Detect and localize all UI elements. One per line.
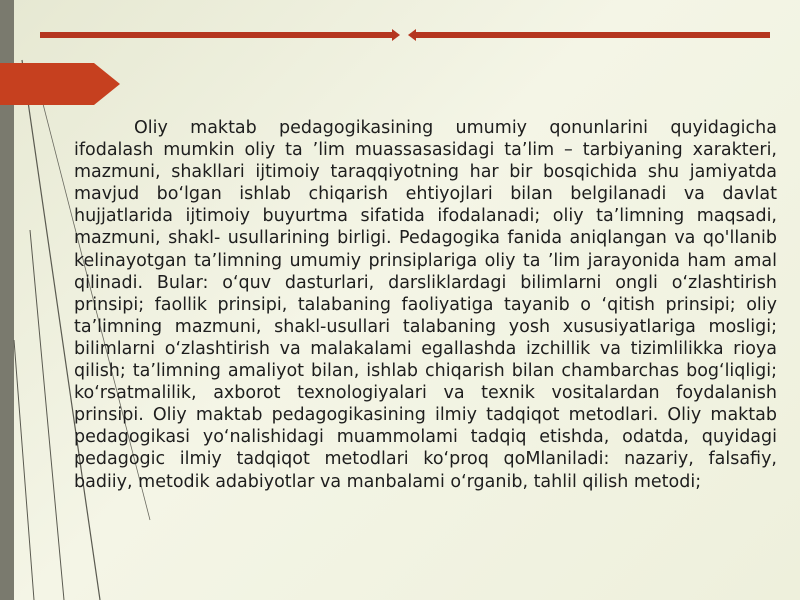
top-rule-left xyxy=(40,32,392,38)
decorative-line-3 xyxy=(14,340,34,600)
top-rule-right xyxy=(416,32,770,38)
red-title-tab xyxy=(0,63,94,105)
body-paragraph: Oliy maktab pedagogikasining umumiy qonunlarini quyidagicha ifodalash mumkin oliy ta ’lim muassasasidagi ta’lim – tarbiyaning xarakteri, mazmuni, shakllari ijtimoiy taraqqiyotning har bir bosqichida shu jamiyatda mavjud bo‘lgan ishlab chiqarish ehtiyojlari bilan belgilanadi va davlat hujjatlarida ijtimoiy buyurtma sifatida ifodalanadi; oliy ta’limning maqsadi, mazmuni, shakl- usullarining birligi. Pedagogika fanida aniqlangan va qo'llanib kelinayotgan ta’limning umumiy prinsiplariga oliy ta ’lim jarayonida ham amal qilinadi. Bular: o‘quv dasturlari, darsliklardagi bilimlarni ongli o‘zlashtirish prinsipi; faollik prinsipi, talabaning faoliyatiga tayanib o ‘qitish prinsipi; oliy ta’limning mazmuni, shakl-usullari talabaning yosh xususiyatlariga mosligi; bilimlarni o‘zlashtirish va malakalami egallashda izchillik va tizimlilikka rioya qilish; ta’limning amaliyot bilan, ishlab chiqarish bilan chambarchas bog‘liqligi; ko‘rsatmalilik, axborot texnologiyalari va texnik vositalardan foydalanish prinsipi. Oliy maktab pedagogikasining ilmiy tadqiqot metodlari. Oliy maktab pedagogikasi yo‘nalishidagi muammolami tadqiq etishda, odatda, quyidagi pedagogic ilmiy tadqiqot metodlari ko‘proq qoMlaniladi: nazariy, falsafiy, badiiy, metodik adabiyotlar va manbalami o‘rganib, tahlil qilish metodi; xyxy=(74,118,777,492)
decorative-line-2 xyxy=(30,230,64,600)
